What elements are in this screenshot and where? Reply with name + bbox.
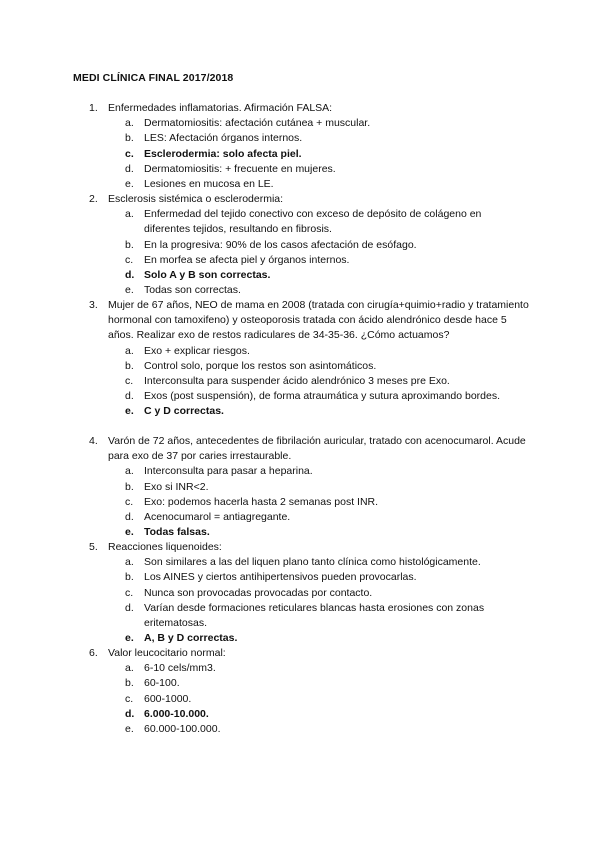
question-text: Mujer de 67 años, NEO de mama en 2008 (tratada con cirugía+quimio+radio y tratamiento hormonal con tamoxifeno) y osteoporosis tratada con ácido alendrónico desde hace 5 años. Realizar exo de restos radiculares de 34-35-36. ¿Cómo actuamos? bbox=[108, 299, 529, 342]
answer-options bbox=[89, 344, 529, 420]
question-number: 5. bbox=[89, 541, 98, 553]
option-text: Exo + explicar riesgos. bbox=[144, 344, 250, 357]
answer-option bbox=[125, 510, 529, 525]
answer-option bbox=[125, 570, 529, 585]
option-letter: b. bbox=[125, 132, 134, 145]
option-letter: e. bbox=[125, 723, 134, 736]
option-letter: e. bbox=[125, 405, 134, 418]
question-text: Varón de 72 años, antecedentes de fibrilación auricular, tratado con acenocumarol. Acude para exo de 37 por caries irrestaurable. bbox=[108, 435, 526, 463]
option-text: 6-10 cels/mm3. bbox=[144, 662, 216, 675]
answer-option bbox=[125, 404, 529, 419]
question-2 bbox=[89, 192, 529, 298]
option-letter: e. bbox=[125, 526, 134, 539]
answer-option bbox=[125, 283, 529, 298]
option-letter: c. bbox=[125, 586, 134, 599]
question-4 bbox=[89, 434, 529, 540]
option-letter: e. bbox=[125, 284, 134, 297]
answer-option bbox=[125, 586, 529, 601]
answer-option bbox=[125, 162, 529, 177]
answer-option bbox=[125, 374, 529, 389]
option-text: Todas falsas. bbox=[144, 526, 210, 539]
option-letter: b. bbox=[125, 359, 134, 372]
answer-option bbox=[125, 495, 529, 510]
answer-option bbox=[125, 177, 529, 192]
answer-options bbox=[89, 661, 529, 737]
option-letter: d. bbox=[125, 511, 134, 524]
question-number: 3. bbox=[89, 299, 98, 311]
answer-options bbox=[89, 555, 529, 646]
answer-option bbox=[125, 676, 529, 691]
option-text: Exos (post suspensión), de forma atraumática y sutura aproximando bordes. bbox=[144, 390, 501, 403]
option-letter: c. bbox=[125, 147, 134, 160]
question-text: Enfermedades inflamatorias. Afirmación FALSA: bbox=[108, 102, 333, 114]
option-letter: c. bbox=[125, 375, 134, 388]
option-text: C y D correctas. bbox=[144, 405, 224, 418]
option-letter: c. bbox=[125, 692, 134, 705]
answer-option bbox=[125, 464, 529, 479]
option-letter: b. bbox=[125, 238, 134, 251]
option-text: 6.000-10.000. bbox=[144, 707, 209, 720]
option-text: En la progresiva: 90% de los casos afectación de esófago. bbox=[144, 238, 417, 251]
answer-option bbox=[125, 692, 529, 707]
option-text: Son similares a las del liquen plano tanto clínica como histológicamente. bbox=[144, 556, 481, 569]
option-text: En morfea se afecta piel y órganos internos. bbox=[144, 253, 350, 266]
option-text: Control solo, porque los restos son asintomáticos. bbox=[144, 359, 377, 372]
answer-option bbox=[125, 253, 529, 268]
option-letter: a. bbox=[125, 662, 134, 675]
option-text: Varían desde formaciones reticulares blancas hasta erosiones con zonas eritematosas. bbox=[144, 601, 485, 630]
option-letter: a. bbox=[125, 465, 134, 478]
answer-option bbox=[125, 555, 529, 570]
question-1 bbox=[89, 101, 529, 192]
answer-option bbox=[125, 116, 529, 131]
option-text: LES: Afectación órganos internos. bbox=[144, 132, 303, 145]
option-text: Dermatomiositis: afectación cutánea + muscular. bbox=[144, 117, 371, 130]
option-text: Dermatomiositis: + frecuente en mujeres. bbox=[144, 162, 336, 175]
question-number: 6. bbox=[89, 647, 98, 659]
option-text: 60.000-100.000. bbox=[144, 723, 221, 736]
answer-option bbox=[125, 207, 529, 237]
option-text: Esclerodermia: solo afecta piel. bbox=[144, 147, 302, 160]
option-text: Nunca son provocadas provocadas por contacto. bbox=[144, 586, 373, 599]
question-3 bbox=[89, 298, 529, 420]
question-6 bbox=[89, 646, 529, 737]
option-text: Exo: podemos hacerla hasta 2 semanas post INR. bbox=[144, 495, 379, 508]
answer-option bbox=[125, 268, 529, 283]
answer-option bbox=[125, 131, 529, 146]
option-letter: d. bbox=[125, 390, 134, 403]
option-text: Interconsulta para pasar a heparina. bbox=[144, 465, 313, 478]
question-number: 4. bbox=[89, 435, 98, 447]
answer-option bbox=[125, 344, 529, 359]
question-text: Esclerosis sistémica o esclerodermia: bbox=[108, 193, 284, 205]
answer-option bbox=[125, 661, 529, 676]
option-text: 600-1000. bbox=[144, 692, 192, 705]
question-text: Valor leucocitario normal: bbox=[108, 647, 226, 659]
option-text: Todas son correctas. bbox=[144, 284, 241, 297]
option-letter: b. bbox=[125, 480, 134, 493]
option-letter: e. bbox=[125, 178, 134, 191]
option-letter: c. bbox=[125, 495, 134, 508]
answer-options bbox=[89, 207, 529, 298]
answer-option bbox=[125, 238, 529, 253]
option-text: 60-100. bbox=[144, 677, 180, 690]
question-text: Reacciones liquenoides: bbox=[108, 541, 222, 553]
option-text: Exo si INR<2. bbox=[144, 480, 209, 493]
option-letter: b. bbox=[125, 677, 134, 690]
question-number: 2. bbox=[89, 193, 98, 205]
answer-option bbox=[125, 722, 529, 737]
answer-options bbox=[89, 116, 529, 192]
option-text: Acenocumarol = antiagregante. bbox=[144, 511, 291, 524]
option-letter: a. bbox=[125, 556, 134, 569]
option-text: A, B y D correctas. bbox=[144, 632, 238, 645]
option-text: Lesiones en mucosa en LE. bbox=[144, 178, 274, 191]
option-letter: d. bbox=[125, 162, 134, 175]
answer-option bbox=[125, 601, 529, 631]
option-letter: a. bbox=[125, 117, 134, 130]
option-text: Solo A y B son correctas. bbox=[144, 269, 271, 282]
option-text: Interconsulta para suspender ácido alendrónico 3 meses pre Exo. bbox=[144, 375, 450, 388]
answer-option bbox=[125, 631, 529, 646]
option-text: Enfermedad del tejido conectivo con exceso de depósito de colágeno en diferentes tejidos, resultando en fibrosis. bbox=[144, 208, 482, 236]
option-letter: a. bbox=[125, 208, 134, 221]
option-letter: d. bbox=[125, 707, 135, 720]
answer-option bbox=[125, 389, 529, 404]
option-letter: d. bbox=[125, 601, 134, 614]
option-letter: e. bbox=[125, 632, 134, 645]
option-letter: c. bbox=[125, 253, 134, 266]
answer-option bbox=[125, 147, 529, 162]
option-letter: a. bbox=[125, 344, 134, 357]
question-5 bbox=[89, 540, 529, 646]
option-letter: d. bbox=[125, 269, 135, 282]
answer-option bbox=[125, 359, 529, 374]
option-text: Los AINES y ciertos antihipertensivos pueden provocarlas. bbox=[144, 571, 417, 584]
answer-option bbox=[125, 480, 529, 495]
document-title: MEDI CLÍNICA FINAL 2017/2018 bbox=[73, 72, 234, 84]
answer-option bbox=[125, 525, 529, 540]
answer-options bbox=[89, 464, 529, 540]
option-letter: b. bbox=[125, 571, 134, 584]
question-number: 1. bbox=[89, 102, 98, 114]
answer-option bbox=[125, 707, 529, 722]
